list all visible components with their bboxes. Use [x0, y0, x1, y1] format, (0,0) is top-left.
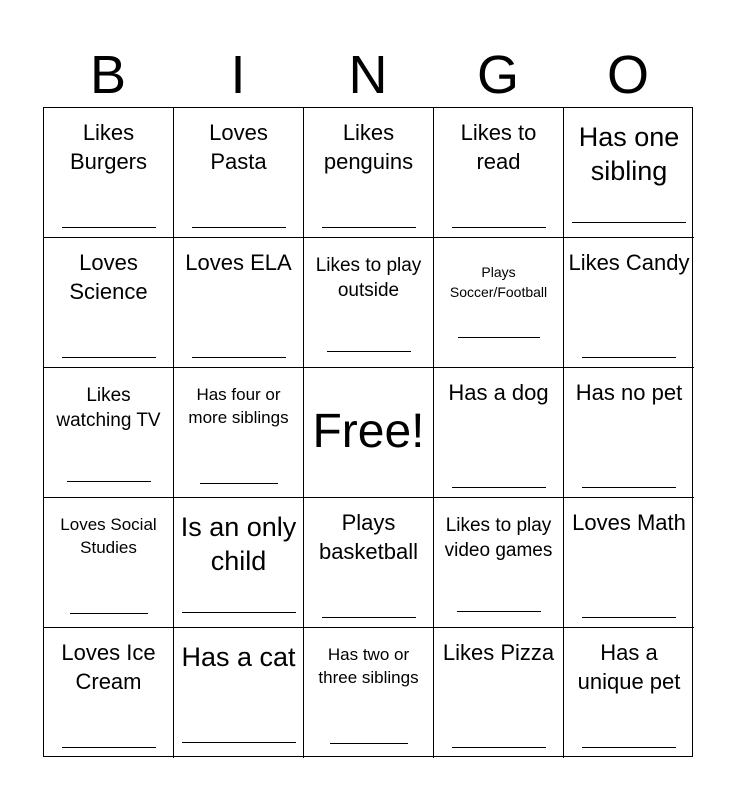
cell-text: Likes Pizza	[442, 640, 555, 665]
signature-line	[452, 747, 546, 748]
cell-text: Has one sibling	[578, 122, 680, 186]
bingo-cell[interactable]	[434, 628, 564, 758]
bingo-cell[interactable]	[304, 238, 434, 368]
bingo-cell[interactable]	[44, 108, 174, 238]
bingo-cell[interactable]	[44, 368, 174, 498]
signature-line	[457, 611, 541, 612]
cell-text: Has two or three siblings	[318, 645, 419, 687]
signature-line	[572, 222, 686, 223]
free-space-cell[interactable]	[304, 368, 434, 498]
bingo-cell[interactable]	[174, 238, 304, 368]
signature-line	[67, 481, 151, 482]
cell-text: Plays Soccer/Football	[449, 264, 548, 300]
signature-line	[327, 351, 411, 352]
signature-line	[182, 612, 296, 613]
signature-line	[582, 487, 676, 488]
cell-text: Likes to play video games	[444, 515, 553, 561]
signature-line	[582, 357, 676, 358]
cell-text: Plays basketball	[318, 510, 419, 564]
cell-text: Likes to play outside	[315, 255, 422, 301]
cell-text: Has no pet	[575, 380, 683, 405]
bingo-cell[interactable]	[434, 108, 564, 238]
signature-line	[192, 357, 286, 358]
bingo-cell[interactable]	[564, 238, 694, 368]
signature-line	[582, 747, 676, 748]
bingo-cell[interactable]	[304, 108, 434, 238]
signature-line	[330, 743, 408, 744]
header-letter-n: N	[348, 45, 388, 105]
signature-line	[62, 747, 156, 748]
bingo-cell[interactable]	[304, 498, 434, 628]
bingo-cell[interactable]	[434, 498, 564, 628]
signature-line	[582, 617, 676, 618]
cell-text: Has a dog	[448, 380, 549, 405]
header-letter-i: I	[230, 45, 246, 105]
cell-text: Loves Pasta	[209, 120, 268, 174]
header-letter-g: G	[476, 45, 519, 105]
signature-line	[452, 227, 546, 228]
cell-text: Likes penguins	[323, 120, 414, 174]
signature-line	[322, 227, 416, 228]
signature-line	[322, 617, 416, 618]
bingo-cell[interactable]	[304, 628, 434, 758]
bingo-cell[interactable]	[174, 368, 304, 498]
bingo-cell[interactable]	[564, 628, 694, 758]
bingo-cell[interactable]	[434, 368, 564, 498]
bingo-cell[interactable]	[44, 238, 174, 368]
free-space-label: Free!	[312, 405, 425, 458]
header-letter-b: B	[89, 45, 127, 105]
signature-line	[458, 337, 540, 338]
signature-line	[200, 483, 278, 484]
cell-text: Is an only child	[180, 512, 297, 576]
bingo-cell[interactable]	[564, 498, 694, 628]
bingo-board	[43, 107, 693, 757]
cell-text: Likes Burgers	[69, 120, 148, 174]
signature-line	[62, 227, 156, 228]
bingo-cell[interactable]	[174, 108, 304, 238]
bingo-cell[interactable]	[174, 628, 304, 758]
signature-line	[70, 613, 148, 614]
bingo-cell[interactable]	[564, 368, 694, 498]
cell-text: Likes watching TV	[56, 385, 161, 431]
cell-text: Loves ELA	[185, 250, 292, 275]
signature-line	[192, 227, 286, 228]
bingo-cell[interactable]	[564, 108, 694, 238]
cell-text: Likes to read	[460, 120, 537, 174]
signature-line	[452, 487, 546, 488]
bingo-cell[interactable]	[44, 628, 174, 758]
bingo-cell[interactable]	[174, 498, 304, 628]
cell-text: Loves Social Studies	[60, 515, 157, 557]
cell-text: Loves Science	[69, 250, 148, 304]
bingo-cell[interactable]	[44, 498, 174, 628]
bingo-cell[interactable]	[434, 238, 564, 368]
cell-text: Has a cat	[181, 642, 296, 672]
cell-text: Has a unique pet	[577, 640, 681, 694]
cell-text: Loves Ice Cream	[61, 640, 156, 694]
cell-text: Has four or more siblings	[188, 385, 289, 427]
signature-line	[62, 357, 156, 358]
signature-line	[182, 742, 296, 743]
cell-text: Likes Candy	[568, 250, 690, 275]
bingo-header	[43, 42, 693, 108]
cell-text: Loves Math	[572, 510, 686, 535]
header-letter-o: O	[606, 45, 649, 105]
